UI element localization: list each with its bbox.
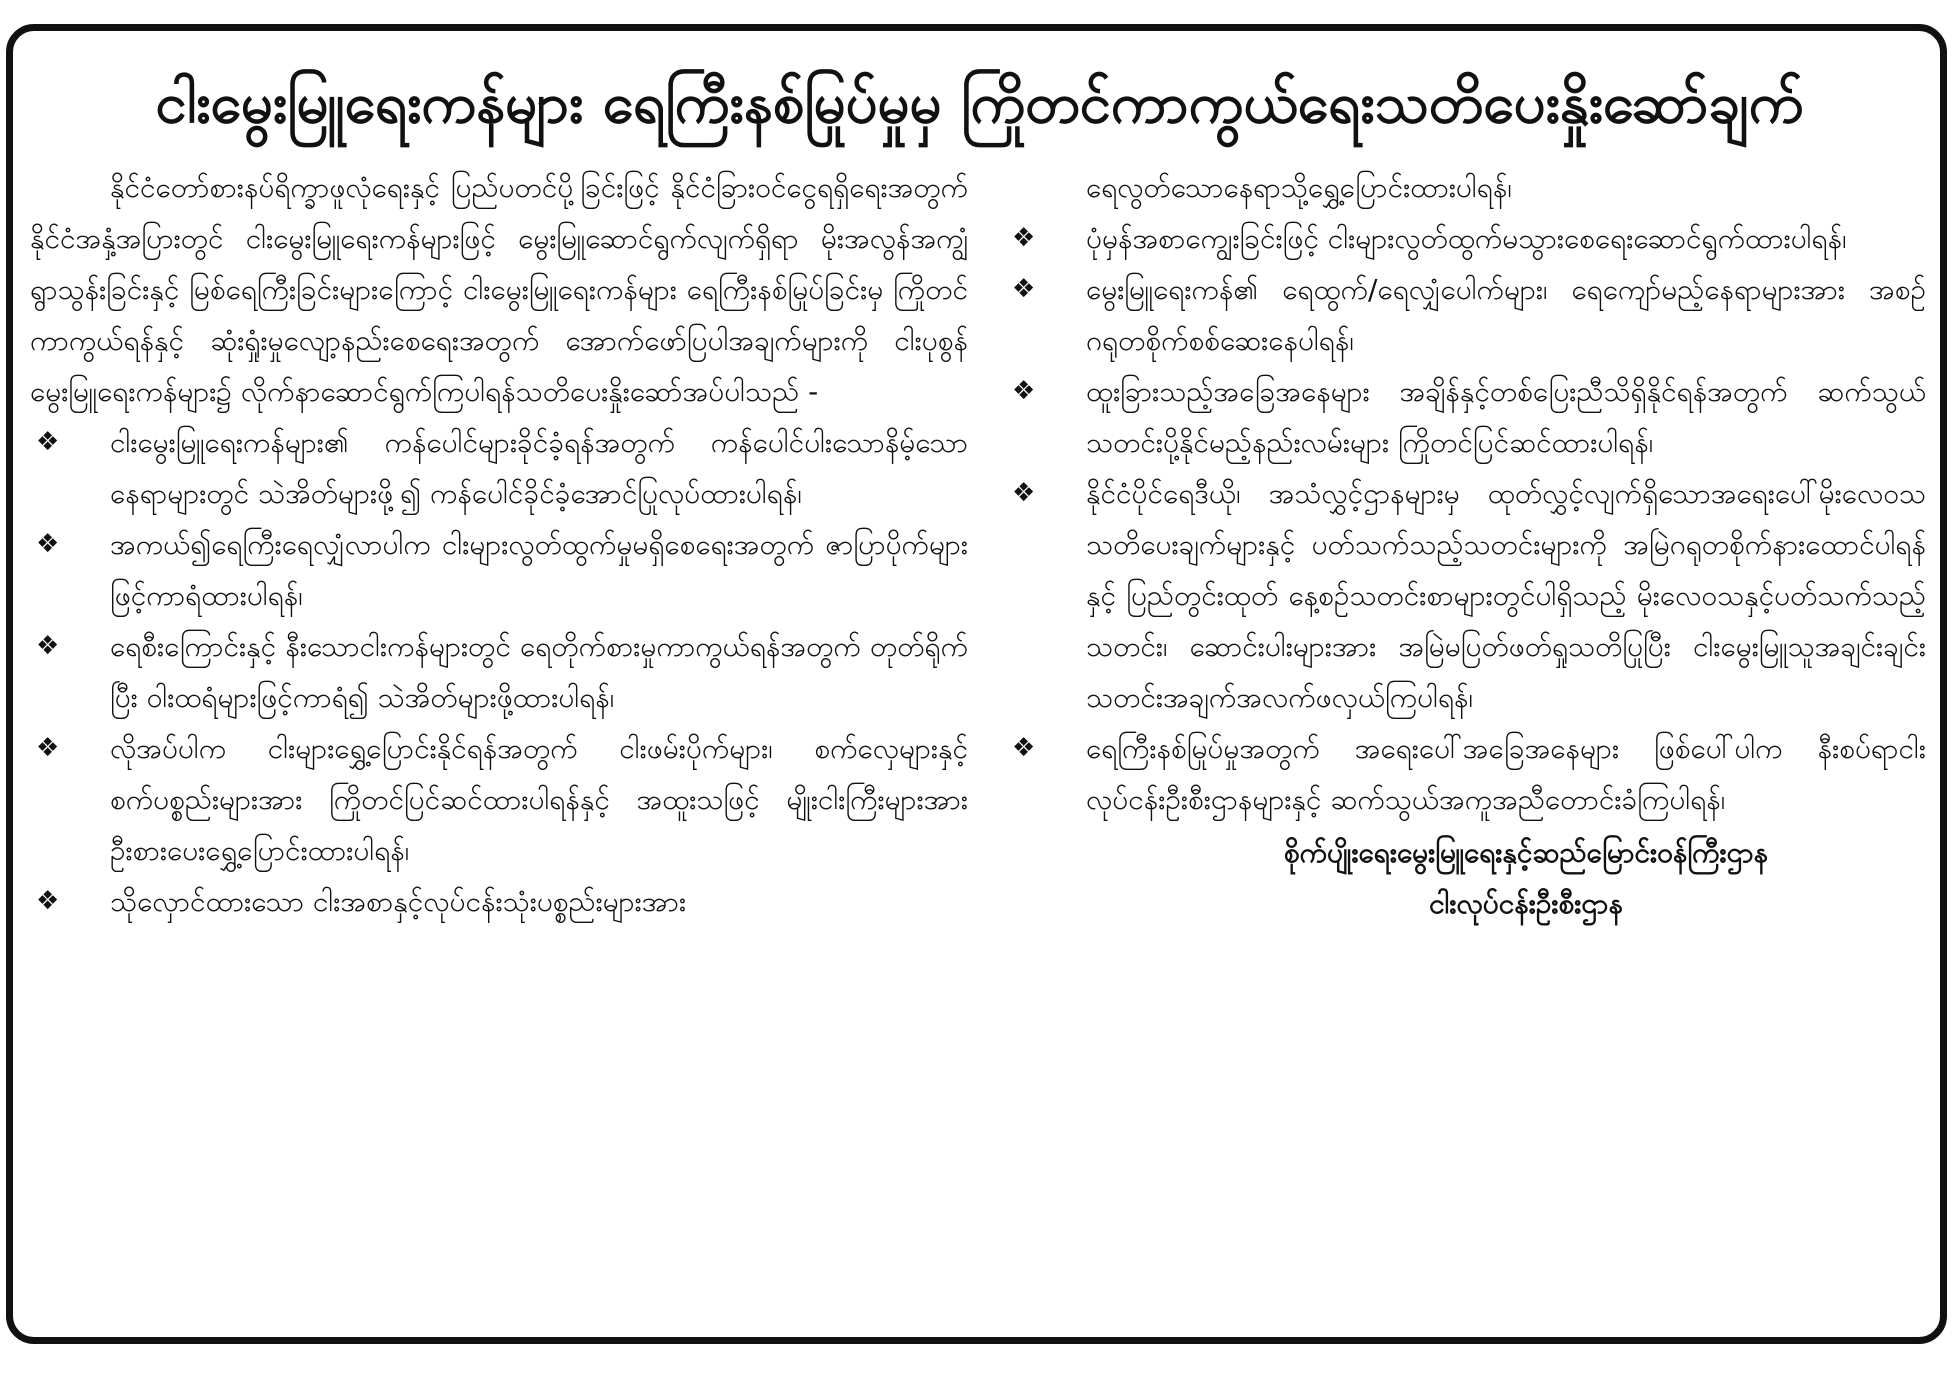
list-item	[1006, 264, 1926, 366]
list-item-text: ရေကြီးနစ်မြုပ်မှုအတွက် အရေးပေါ်အခြေအနေများ ဖြစ်ပေါ်ပါက နီးစပ်ရာငါးလုပ်ငန်းဦးစီးဌာနများနှင့် ဆက်သွယ်အကူအညီတောင်းခံကြပါရန်၊	[1086, 732, 1926, 816]
list-item-text: ရေလွတ်သောနေရာသို့ရွှေ့ပြောင်းထားပါရန်၊	[1086, 171, 1512, 204]
diamond-bullet-icon: ❖	[1012, 478, 1036, 508]
list-item-text: နိုင်ငံပိုင်ရေဒီယို၊ အသံလွှင့်ဌာနများမှ ထုတ်လွှင့်လျက်ရှိသောအရေးပေါ်မိုးလေဝသသတိပေးချက်များနှင့် ပတ်သက်သည့်သတင်းများကို အမြဲဂရုတစိုက်နားထောင်ပါရန်နှင့် ပြည်တွင်းထုတ် နေ့စဉ်သတင်းစာများတွင်ပါရှိသည့် မိုးလေဝသနှင့်ပတ်သက်သည့် သတင်း၊ ဆောင်းပါးများအား အမြဲမပြတ်ဖတ်ရှုသတိပြုပြီး ငါးမွေးမြူသူအချင်းချင်း သတင်းအချက်အလက်ဖလှယ်ကြပါရန်၊	[1086, 477, 1926, 714]
department-name: ငါးလုပ်ငန်းဦးစီးဌာန	[1429, 887, 1623, 920]
list-item	[30, 519, 968, 621]
diamond-bullet-icon: ❖	[1012, 223, 1036, 253]
diamond-bullet-icon: ❖	[1012, 274, 1036, 304]
diamond-bullet-icon: ❖	[36, 427, 60, 457]
diamond-bullet-icon: ❖	[1012, 733, 1036, 763]
list-item	[30, 621, 968, 723]
list-item-text: အကယ်၍ရေကြီးရေလျှံလာပါက ငါးများလွတ်ထွက်မှုမရှိစေရေးအတွက် ဇာပြာပိုက်များဖြင့်ကာရံထားပါရန်၊	[110, 528, 968, 612]
notice-title: ငါးမွေးမြူရေးကန်များ ရေကြီးနစ်မြုပ်မှုမှ ကြိုတင်ကာကွယ်ရေးသတိပေးနှိုးဆော်ချက်	[155, 71, 1804, 136]
diamond-bullet-icon: ❖	[36, 529, 60, 559]
left-column	[30, 162, 968, 927]
list-item	[30, 417, 968, 519]
list-item	[30, 723, 968, 876]
list-item-text: ထူးခြားသည့်အခြေအနေများ အချိန်နှင့်တစ်ပြေးညီသိရှိနိုင်ရန်အတွက် ဆက်သွယ်သတင်းပို့နိုင်မည့်နည်းလမ်းများ ကြိုတင်ပြင်ဆင်ထားပါရန်၊	[1086, 375, 1926, 459]
diamond-bullet-icon: ❖	[36, 886, 60, 916]
diamond-bullet-icon: ❖	[36, 733, 60, 763]
diamond-bullet-icon: ❖	[36, 631, 60, 661]
list-item-continuation	[1006, 162, 1926, 213]
list-item	[1006, 213, 1926, 264]
right-column	[1006, 162, 1926, 929]
list-item	[1006, 366, 1926, 468]
list-item-text: ရေစီးကြောင်းနှင့် နီးသောငါးကန်များတွင် ရေတိုက်စားမှုကာကွယ်ရန်အတွက် တုတ်ရိုက်ပြီး ဝါးထရံများဖြင့်ကာရံ၍ သဲအိတ်များဖို့ထားပါရန်၊	[110, 630, 968, 714]
list-item-text: မွေးမြူရေးကန်၏ ရေထွက်/ရေလျှံပေါက်များ၊ ရေကျော်မည့်နေရာများအား အစဉ်ဂရုတစိုက်စစ်ဆေးနေပါရန်၊	[1086, 273, 1926, 357]
list-item-text: သိုလှောင်ထားသော ငါးအစာနှင့်လုပ်ငန်းသုံးပစ္စည်းများအား	[110, 885, 687, 918]
list-item	[30, 876, 968, 927]
list-item-text: ပုံမှန်အစာကျွေးခြင်းဖြင့် ငါးများလွတ်ထွက်မသွားစေရေးဆောင်ရွက်ထားပါရန်၊	[1086, 222, 1847, 255]
diamond-bullet-icon: ❖	[1012, 376, 1036, 406]
ministry-name: စိုက်ပျိုးရေးမွေးမြူရေးနှင့်ဆည်မြောင်းဝန်ကြီးဌာန	[1283, 836, 1769, 869]
list-item-text: ငါးမွေးမြူရေးကန်များ၏ ကန်ပေါင်များခိုင်ခံ့ရန်အတွက် ကန်ပေါင်ပါးသောနိမ့်သောနေရာများတွင် သဲအိတ်များဖို့၍ ကန်ပေါင်ခိုင်ခံ့အောင်ပြုလုပ်ထားပါရန်၊	[110, 426, 968, 510]
list-item-text: လိုအပ်ပါက ငါးများရွှေ့ပြောင်းနိုင်ရန်အတွက် ငါးဖမ်းပိုက်များ၊ စက်လှေများနှင့် စက်ပစ္စည်းများအား ကြိုတင်ပြင်ဆင်ထားပါရန်နှင့် အထူးသဖြင့် မျိုးငါးကြီးများအား ဦးစားပေးရွှေ့ပြောင်းထားပါရန်၊	[110, 732, 968, 867]
intro-paragraph: နိုင်ငံတော်စားနပ်ရိက္ခာဖူလုံရေးနှင့် ပြည်ပတင်ပို့ခြင်းဖြင့် နိုင်ငံခြားဝင်ငွေရရှိရေးအတွက် နိုင်ငံအနှံ့အပြားတွင် ငါးမွေးမြူရေးကန်များဖြင့် မွေးမြူဆောင်ရွက်လျက်ရှိရာ မိုးအလွန်အကျွံရွာသွန်းခြင်းနှင့် မြစ်ရေကြီးခြင်းများကြောင့် ငါးမွေးမြူရေးကန်များ ရေကြီးနစ်မြုပ်ခြင်းမှ ကြိုတင်ကာကွယ်ရန်နှင့် ဆုံးရှုံးမှုလျော့နည်းစေရေးအတွက် အောက်ဖော်ပြပါအချက်များကို ငါးပုစွန်မွေးမြူရေးကန်များ၌ လိုက်နာဆောင်ရွက်ကြပါရန်သတိပေးနှိုးဆော်အပ်ပါသည် -	[30, 171, 968, 408]
list-item	[1006, 468, 1926, 723]
list-item	[1006, 723, 1926, 825]
signature-block	[1006, 827, 1926, 929]
